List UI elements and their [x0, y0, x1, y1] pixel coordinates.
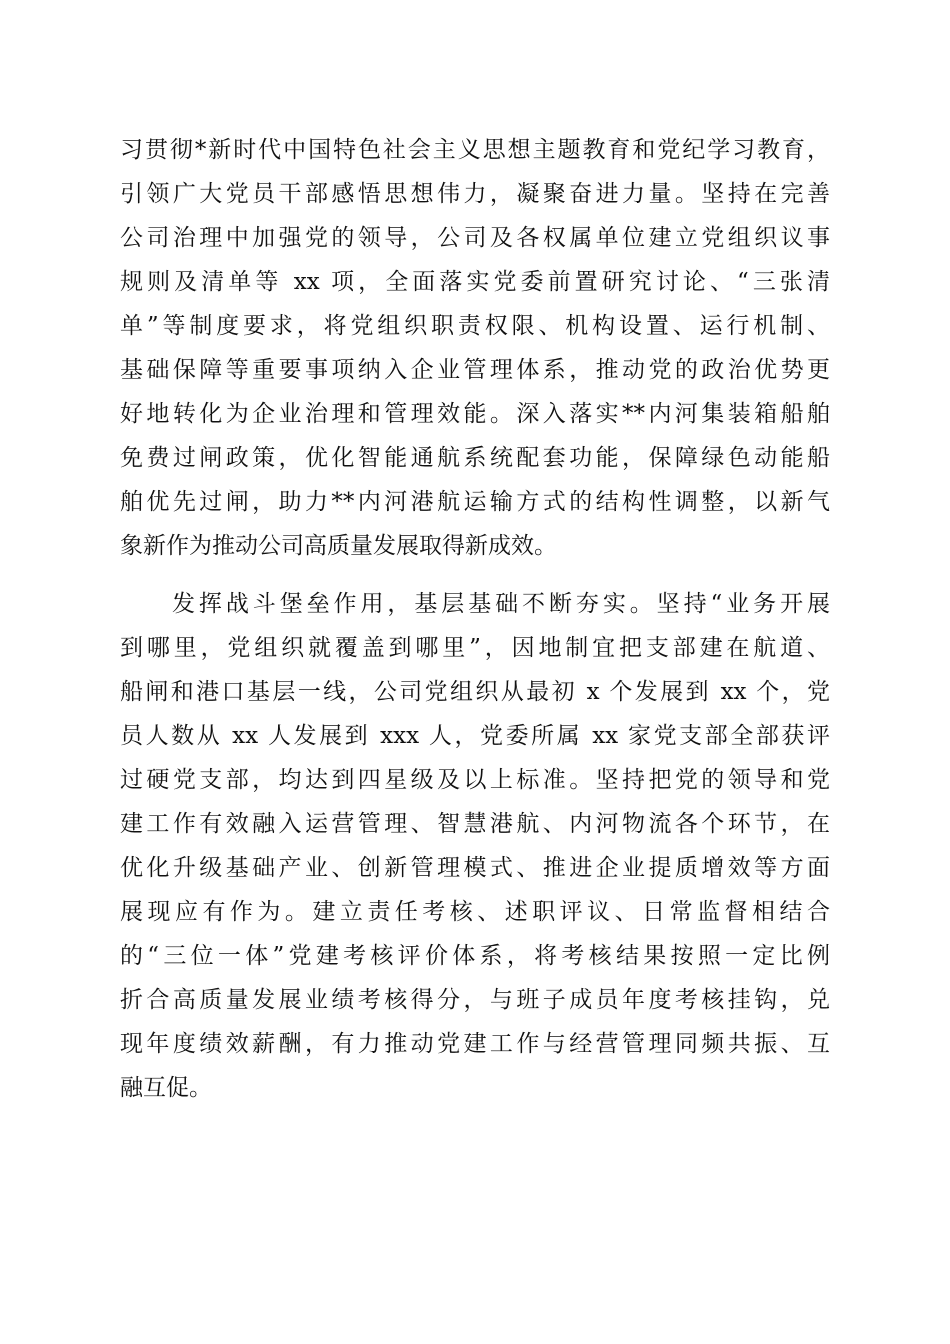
text-line: 单”等制度要求，将党组织职责权限、机构设置、运行机制、: [120, 313, 830, 339]
text-line: 舶优先过闸，助力**内河港航运输方式的结构性调整，以新气: [120, 489, 830, 515]
text-line: 习贯彻*新时代中国特色社会主义思想主题教育和党纪学习教育，: [120, 137, 830, 163]
text-line: 建工作有效融入运营管理、智慧港航、内河物流各个环节，在: [120, 811, 830, 837]
text-line: 规则及清单等 xx 项，全面落实党委前置研究讨论、“三张清: [120, 269, 830, 295]
text-line: 折合高质量发展业绩考核得分，与班子成员年度考核挂钩，兑: [120, 987, 830, 1013]
text-line: 基础保障等重要事项纳入企业管理体系，推动党的政治优势更: [120, 357, 830, 383]
text-line: 象新作为推动公司高质量发展取得新成效。: [120, 533, 557, 559]
text-line: 好地转化为企业治理和管理效能。深入落实**内河集装箱船舶: [120, 401, 830, 427]
paragraph-1: [120, 128, 830, 568]
text-line: 公司治理中加强党的领导，公司及各权属单位建立党组织议事: [120, 225, 830, 251]
text-line: 到哪里，党组织就覆盖到哪里”，因地制宜把支部建在航道、: [120, 635, 830, 661]
text-line: 融互促。: [120, 1075, 212, 1101]
text-line: 引领广大党员干部感悟思想伟力，凝聚奋进力量。坚持在完善: [120, 181, 830, 207]
text-line: 优化升级基础产业、创新管理模式、推进企业提质增效等方面: [120, 855, 830, 881]
paragraph-spacer: [120, 568, 830, 582]
text-line: 过硬党支部，均达到四星级及以上标准。坚持把党的领导和党: [120, 767, 830, 793]
text-line: 的“三位一体”党建考核评价体系，将考核结果按照一定比例: [120, 943, 830, 969]
text-line: 员人数从 xx 人发展到 xxx 人，党委所属 xx 家党支部全部获评: [120, 723, 830, 749]
text-line: 免费过闸政策，优化智能通航系统配套功能，保障绿色动能船: [120, 445, 830, 471]
document-body: [120, 128, 830, 1110]
text-line: 展现应有作为。建立责任考核、述职评议、日常监督相结合: [120, 899, 830, 925]
text-line: 船闸和港口基层一线，公司党组织从最初 x 个发展到 xx 个，党: [120, 679, 830, 705]
text-line: 发挥战斗堡垒作用，基层基础不断夯实。坚持“业务开展: [172, 591, 830, 617]
text-line: 现年度绩效薪酬，有力推动党建工作与经营管理同频共振、互: [120, 1031, 830, 1057]
paragraph-2: [120, 582, 830, 1110]
